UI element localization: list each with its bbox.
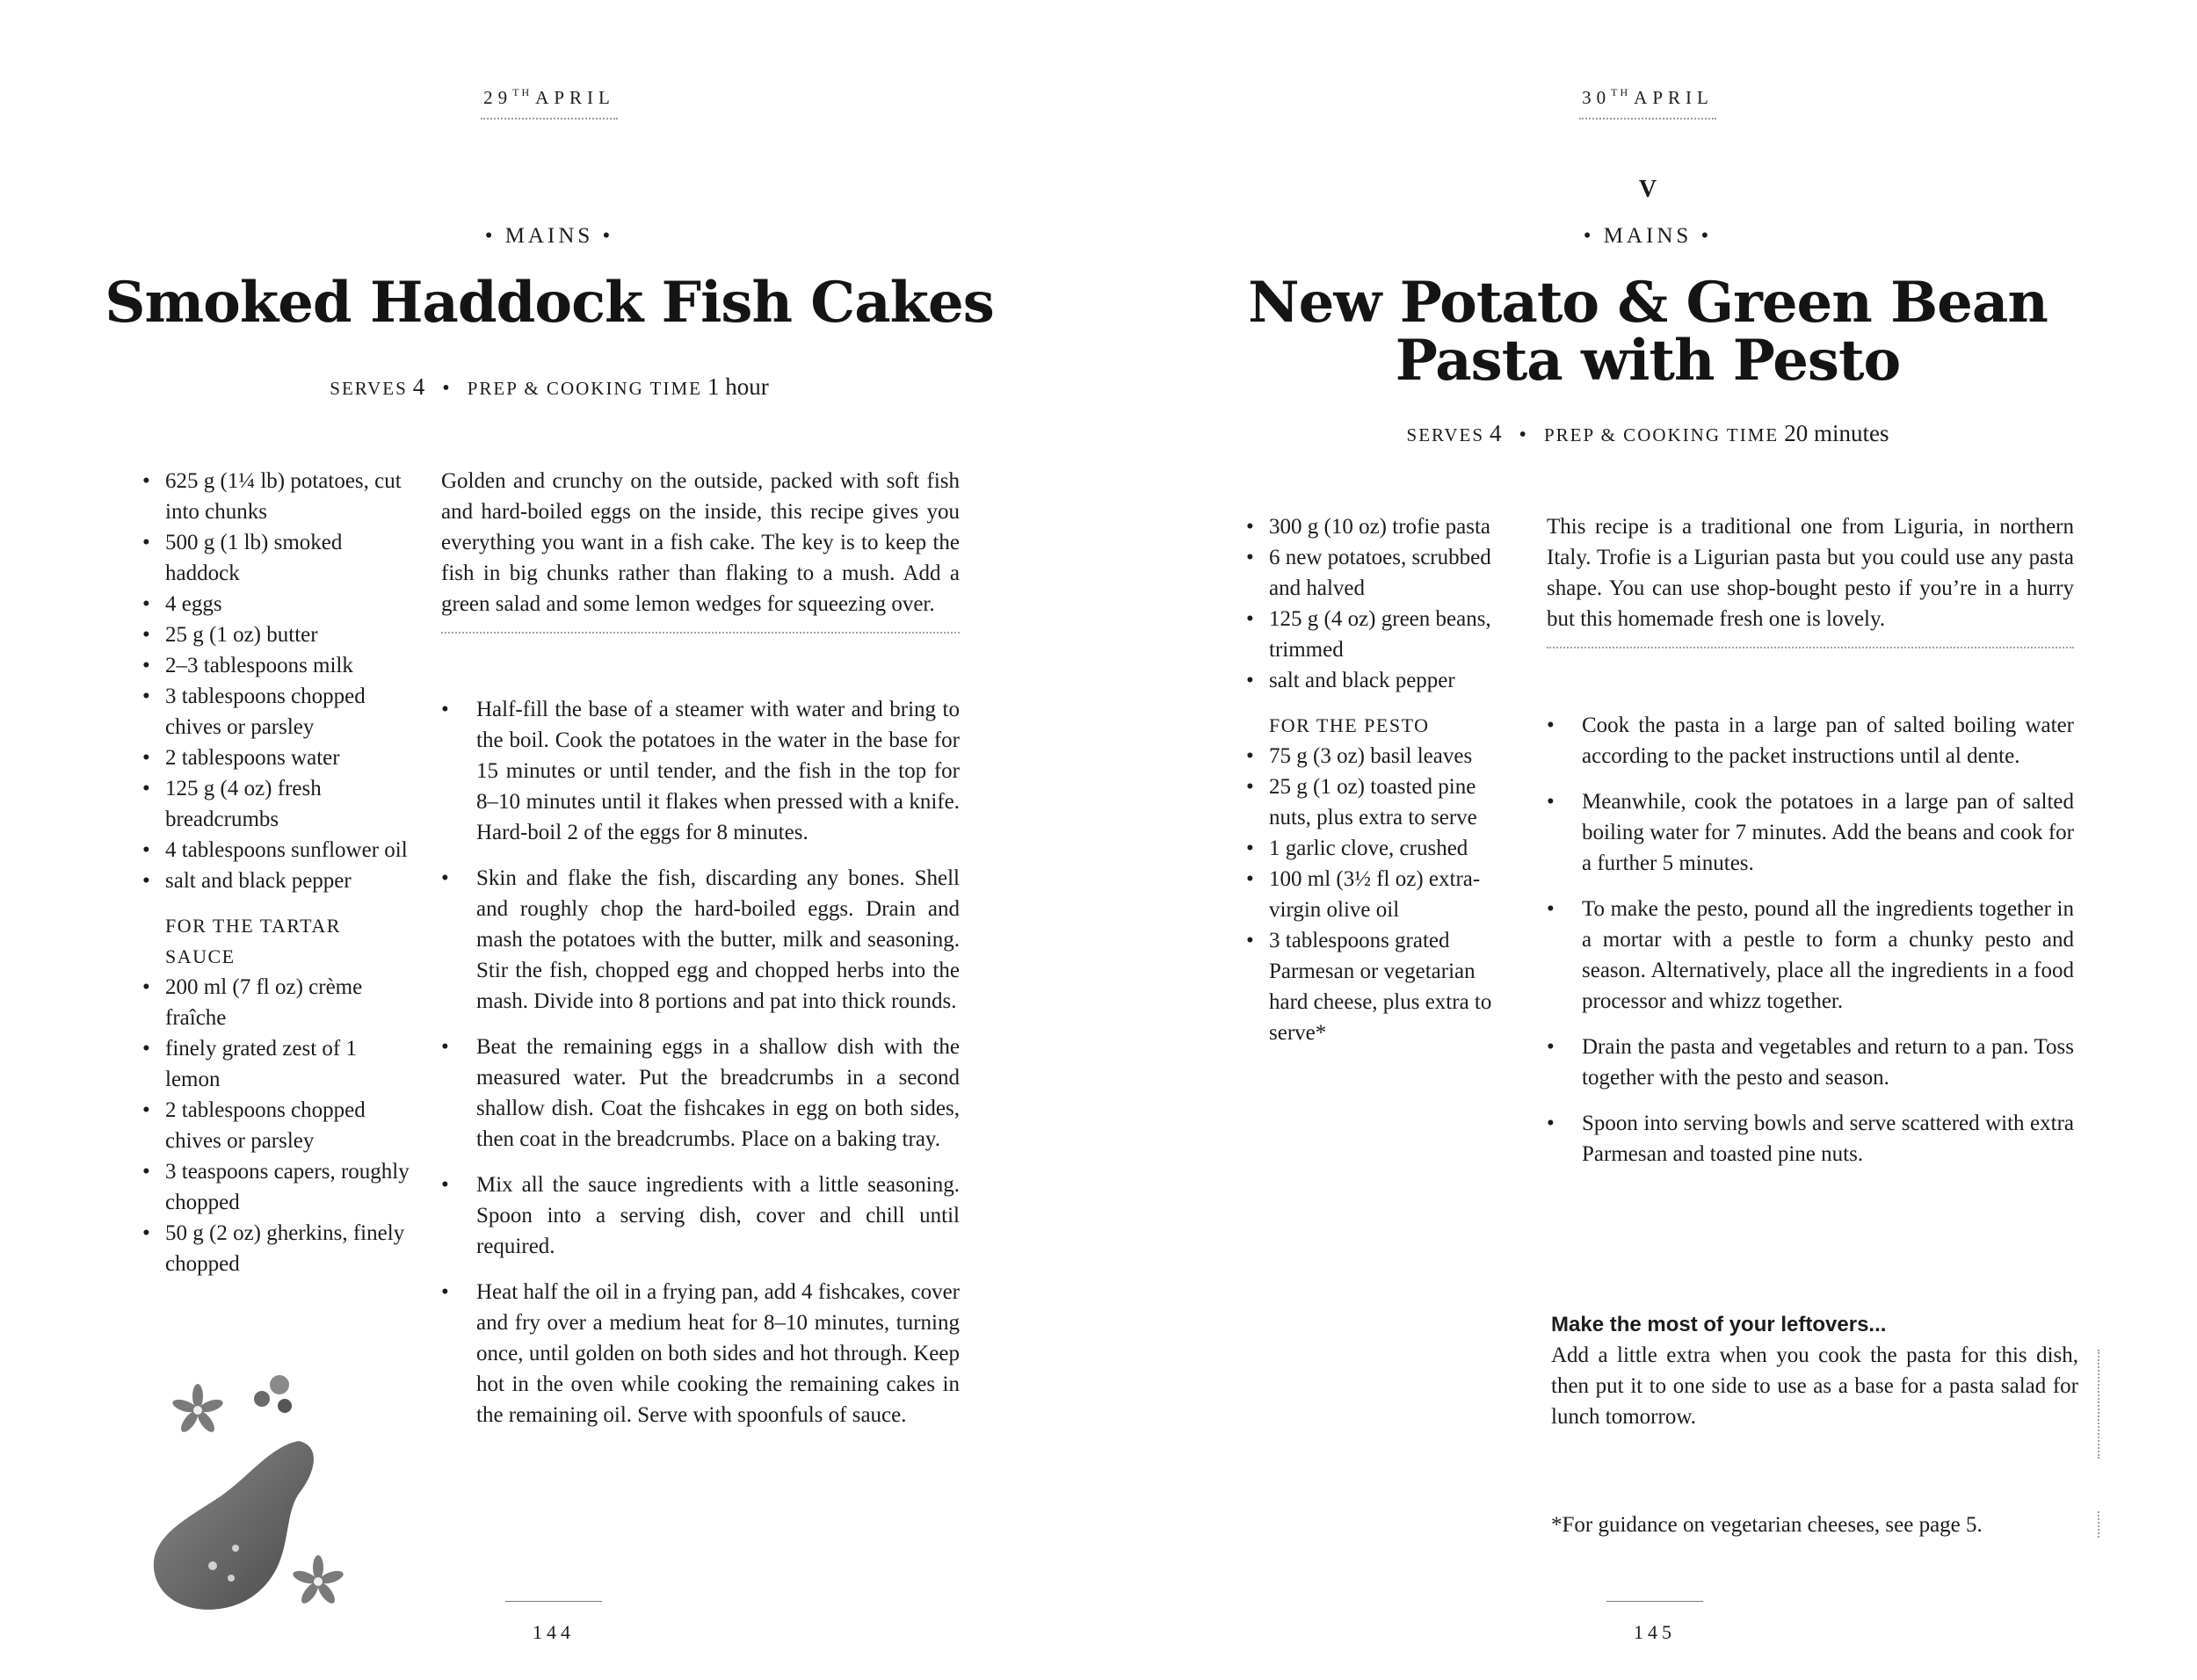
ingredient-item: • 300 g (10 oz) trofie pasta xyxy=(1246,511,1519,542)
ingredient-item: • 200 ml (7 fl oz) crème fraîche xyxy=(142,972,415,1033)
recipe-intro: This recipe is a traditional one from Liguria, in northern Italy. Trofie is a Ligurian pasta but you could use any pasta shape. You can use shop-bought pesto if you’re in a hurry but this homemade fresh one is lovely. xyxy=(1547,511,2074,648)
time-label: PREP & COOKING TIME xyxy=(1543,424,1780,445)
tip-heading: Make the most of your leftovers... xyxy=(1551,1313,1887,1336)
footnote-text: *For guidance on vegetarian cheeses, see page 5. xyxy=(1551,1513,1983,1537)
ingredient-item: • 25 g (1 oz) toasted pine nuts, plus extra to serve xyxy=(1246,771,1519,833)
date-suffix: TH xyxy=(1611,86,1631,98)
tip-body: Add a little extra when you cook the pasta for this dish, then put it to one side to use as a base for a pasta salad for lunch tomorrow. xyxy=(1551,1343,2078,1429)
method-list xyxy=(441,694,960,1445)
gourd-shape xyxy=(154,1441,314,1610)
ingredient-item: • 3 tablespoons chopped chives or parsley xyxy=(142,681,415,742)
recipe-category: • MAINS • xyxy=(484,224,614,248)
method-step: • Spoon into serving bowls and serve scattered with extra Parmesan and toasted pine nuts. xyxy=(1547,1108,2074,1169)
method-step: • Drain the pasta and vegetables and return to a pan. Toss together with the pesto and season. xyxy=(1547,1032,2074,1093)
recipe-title-line-1: New Potato & Green Bean xyxy=(1248,270,2048,336)
ingredient-item: • 2–3 tablespoons milk xyxy=(142,650,415,681)
method-step: • Mix all the sauce ingredients with a little seasoning. Spoon into a serving dish, cover and chill until required. xyxy=(441,1169,960,1262)
ingredient-item: • 3 tablespoons grated Parmesan or vegetarian hard cheese, plus extra to serve* xyxy=(1246,925,1519,1048)
ingredient-item: • 625 g (1¼ lb) potatoes, cut into chunks xyxy=(142,466,415,527)
ingredients-list xyxy=(142,466,415,1279)
method-step: • Skin and flake the fish, discarding any bones. Shell and roughly chop the hard-boiled eggs. Drain and mash the potatoes with the butter, milk and seasoning. Stir the fish, chopped egg and chopped herbs into the mash. Divide into 8 portions and pat into thick rounds. xyxy=(441,863,960,1017)
time-label: PREP & COOKING TIME xyxy=(467,378,702,399)
method-step: • To make the pesto, pound all the ingredients together in a mortar with a pestle to form a chunky pesto and season. Alternatively, place all the ingredients in a food processor and whizz together. xyxy=(1547,894,2074,1017)
ingredient-item: • 2 tablespoons water xyxy=(142,742,415,773)
time-value: 1 hour xyxy=(707,373,769,400)
leftovers-tip xyxy=(1551,1309,2099,1432)
ingredient-item: • 50 g (2 oz) gherkins, finely chopped xyxy=(142,1218,415,1279)
recipe-intro: Golden and crunchy on the outside, packed with soft fish and hard-boiled eggs on the inside, this recipe gives you everything you want in a fish cake. The key is to keep the fish in big chunks rather than flaking to a mush. Add a green salad and some lemon wedges for squeezing over. xyxy=(441,466,960,634)
date-day: 29 xyxy=(483,87,513,108)
star-flower-top xyxy=(171,1384,225,1435)
ingredient-item: • 500 g (1 lb) smoked haddock xyxy=(142,527,415,589)
vegetarian-mark: V xyxy=(1638,176,1657,203)
ingredient-item: • 4 tablespoons sunflower oil xyxy=(142,835,415,865)
serves-label: SERVES xyxy=(1406,424,1485,445)
serves-value: 4 xyxy=(412,373,425,400)
ingredient-item: • finely grated zest of 1 lemon xyxy=(142,1033,415,1095)
ingredients-list xyxy=(1246,511,1519,1048)
tip-dotted-rule xyxy=(2098,1350,2099,1459)
star-flower-bottom xyxy=(292,1555,345,1606)
method-list xyxy=(1547,710,2074,1184)
meta-separator: • xyxy=(442,377,450,400)
method-step: • Half-fill the base of a steamer with water and bring to the boil. Cook the potatoes in the water in the base for 15 minutes or until tender, and the fish in the top for 8–10 minutes until it flakes when pressed with a knife. Hard-boil 2 of the eggs for 8 minutes. xyxy=(441,694,960,848)
ingredient-item: • 100 ml (3½ fl oz) extra-virgin olive oil xyxy=(1246,864,1519,925)
serves-label: SERVES xyxy=(330,378,408,399)
method-step: • Heat half the oil in a frying pan, add 4 fishcakes, cover and fry over a medium heat for 8–10 minutes, turning once, until golden on both sides and hot through. Keep hot in the oven while cooking the remaining cakes in the remaining oil. Serve with spoonfuls of sauce. xyxy=(441,1277,960,1430)
recipe-meta xyxy=(1098,420,2197,447)
ingredient-item: • 25 g (1 oz) butter xyxy=(142,619,415,650)
ingredients-subheading: FOR THE PESTO xyxy=(1269,714,1430,736)
ingredient-item: • 125 g (4 oz) fresh breadcrumbs xyxy=(142,773,415,835)
page-number: 145 xyxy=(1606,1601,1703,1644)
method-step: • Meanwhile, cook the potatoes in a large pan of salted boiling water for 7 minutes. Add the beans and cook for a further 5 minutes. xyxy=(1547,786,2074,879)
date-header xyxy=(1098,86,2197,119)
meta-separator: • xyxy=(1519,424,1526,446)
ingredient-item: • 3 teaspoons capers, roughly chopped xyxy=(142,1156,415,1218)
ingredient-item: • 1 garlic clove, crushed xyxy=(1246,833,1519,864)
date-month: APRIL xyxy=(535,87,615,108)
ingredient-item: • salt and black pepper xyxy=(1246,665,1519,696)
ingredient-item: • 2 tablespoons chopped chives or parsley xyxy=(142,1095,415,1156)
ingredient-item: • salt and black pepper xyxy=(142,865,415,896)
recipe-title xyxy=(1098,270,2197,394)
ingredient-item: • 75 g (3 oz) basil leaves xyxy=(1246,741,1519,771)
vegetable-illustration xyxy=(141,1362,369,1626)
recipe-title: Smoked Haddock Fish Cakes xyxy=(105,270,994,336)
method-step: • Beat the remaining eggs in a shallow dish with the measured water. Put the breadcrumbs in a second shallow dish. Coat the fishcakes in egg on both sides, then coat in the breadcrumbs. Place on a baking tray. xyxy=(441,1032,960,1155)
ingredient-item: • 6 new potatoes, scrubbed and halved xyxy=(1246,542,1519,604)
ingredients-subheading: FOR THE TARTAR SAUCE xyxy=(165,915,341,967)
time-value: 20 minutes xyxy=(1784,420,1889,446)
recipe-category: • MAINS • xyxy=(1583,224,1713,248)
date-header xyxy=(0,86,1098,119)
footnote-dotted-rule xyxy=(2098,1511,2099,1538)
recipe-title-line-2: Pasta with Pesto xyxy=(1395,328,1901,394)
page-number: 144 xyxy=(505,1601,602,1644)
date-suffix: TH xyxy=(512,86,533,98)
recipe-meta xyxy=(0,373,1098,401)
date-day: 30 xyxy=(1582,87,1612,108)
ingredient-item: • 125 g (4 oz) green beans, trimmed xyxy=(1246,604,1519,665)
footnote xyxy=(1551,1510,2099,1540)
ingredient-item: • 4 eggs xyxy=(142,589,415,619)
date-month: APRIL xyxy=(1634,87,1714,108)
serves-value: 4 xyxy=(1490,420,1502,446)
left-page xyxy=(0,0,1098,1680)
method-step: • Cook the pasta in a large pan of salted boiling water according to the packet instructions until al dente. xyxy=(1547,710,2074,771)
